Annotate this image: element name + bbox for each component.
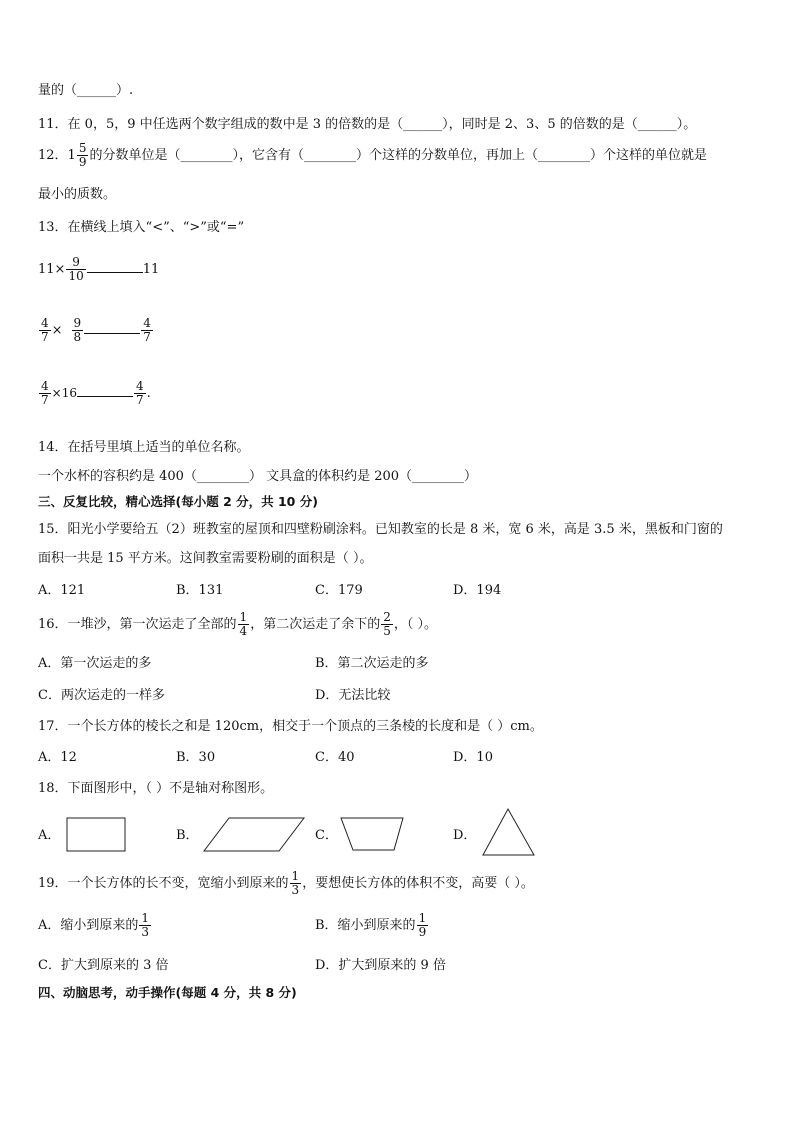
q12-text: 的分数单位是（________），它含有（________）个这样的分数单位，再加上（________）个这样的单位就是: [89, 148, 707, 163]
question-12: [38, 142, 707, 169]
q16-pre: 16．一堆沙，第一次运走了全部的: [38, 617, 237, 632]
q12-frac-num: 5: [78, 141, 87, 155]
q16-frac-2: [381, 611, 393, 638]
question-13-title: 13．在横线上填入“<”、“>”或“=”: [38, 220, 245, 235]
q19-den: 3: [291, 883, 300, 897]
q19-option-d[interactable]: D．扩大到原来的 9 倍: [315, 958, 446, 973]
q18-option-c[interactable]: C．: [315, 828, 338, 843]
e3-n2: 4: [135, 379, 144, 393]
q19-post: ，要想使长方体的体积不变，高要（ ）。: [302, 876, 534, 891]
e2-d3: 7: [143, 330, 151, 344]
q19-b-num: 1: [418, 911, 427, 925]
question-11: 11．在 0，5，9 中任选两个数字组成的数中是 3 的倍数的是（______），同时是 2、3、5 的倍数的是（______）。: [38, 117, 697, 132]
q12-fraction: [77, 142, 89, 169]
e1-den: 10: [68, 269, 84, 283]
question-19: [38, 870, 534, 897]
q19-option-b-fraction: [417, 912, 429, 939]
e3-mid: ×16: [51, 386, 77, 400]
q17-option-b[interactable]: B．30: [176, 750, 216, 765]
q15-option-a[interactable]: A．121: [38, 583, 86, 598]
triangle-icon: [482, 808, 536, 858]
e2-d2: 8: [73, 330, 82, 344]
q13-expr-2: [38, 317, 154, 344]
q19-a-den: 3: [141, 925, 150, 939]
e2-frac-2: [72, 317, 84, 344]
e1-post: 11: [142, 262, 160, 277]
q19-option-b-label: B．缩小到原来的: [315, 918, 416, 933]
e3-d1: 7: [41, 393, 49, 407]
question-15: 15．阳光小学要给五（2）班教室的屋顶和四壁粉刷涂料。已知教室的长是 8 米，宽 6 米，高是 3.5 米，黑板和门窗的: [38, 522, 723, 537]
q18-option-b[interactable]: B．: [176, 828, 199, 843]
e3-d2: 7: [135, 393, 144, 407]
q16-mid: ，第二次运走了余下的: [250, 617, 381, 632]
answer-blank[interactable]: [77, 396, 133, 397]
q19-option-b[interactable]: [315, 912, 429, 939]
q19-a-num: 1: [141, 911, 150, 925]
q16-n2: 2: [383, 610, 391, 624]
q13-expr-1: [38, 256, 159, 283]
q19-option-c[interactable]: C．扩大到原来的 3 倍: [38, 958, 169, 973]
q16-n1: 1: [239, 610, 248, 624]
question-14-title: 14．在括号里填上适当的单位名称。: [38, 440, 250, 455]
q18-option-d[interactable]: D．: [453, 828, 477, 843]
parallelogram-icon: [203, 817, 307, 853]
section-3-title: 三、反复比较，精心选择(每小题 2 分，共 10 分): [38, 494, 318, 509]
e2-n2: 9: [73, 316, 82, 330]
section-4-title: 四、动脑思考，动手操作(每题 4 分，共 8 分): [38, 985, 297, 1000]
e2-n3: 4: [143, 316, 151, 330]
e1-pre: 11×: [38, 262, 66, 277]
q19-option-a[interactable]: [38, 912, 152, 939]
q16-option-d[interactable]: D．无法比较: [315, 688, 391, 703]
q16-option-b[interactable]: B．第二次运走的多: [315, 656, 429, 671]
q19-b-den: 9: [418, 925, 427, 939]
q19-option-a-label: A．缩小到原来的: [38, 918, 139, 933]
question-18: 18．下面图形中，（ ）不是轴对称图形。: [38, 781, 274, 796]
q16-frac-1: [238, 611, 250, 638]
q19-num: 1: [291, 869, 300, 883]
question-12-cont: 最小的质数。: [38, 187, 117, 202]
rectangle-icon: [66, 817, 128, 853]
e2-n1: 4: [41, 316, 49, 330]
answer-blank[interactable]: [84, 333, 140, 334]
q15-option-c[interactable]: C．179: [315, 583, 363, 598]
q19-fraction: [290, 870, 302, 897]
q16-option-c[interactable]: C．两次运走的一样多: [38, 688, 165, 703]
q17-option-a[interactable]: A．12: [38, 750, 77, 765]
q17-option-d[interactable]: D．10: [453, 750, 493, 765]
question-14-text: 一个水杯的容积约是 400（________） 文具盒的体积约是 200（________）: [38, 469, 478, 484]
q12-frac-den: 9: [78, 155, 87, 169]
q15-option-d[interactable]: D．194: [453, 583, 502, 598]
e2-op: ×: [51, 323, 63, 338]
q19-option-a-fraction: [139, 912, 151, 939]
q17-option-c[interactable]: C．40: [315, 750, 355, 765]
e3-end: .: [146, 386, 151, 401]
e3-frac-2: [134, 380, 146, 407]
q16-option-a[interactable]: A．第一次运走的多: [38, 656, 152, 671]
q12-whole: 1: [67, 148, 76, 163]
q16-post: ，（ ）。: [393, 617, 437, 632]
q16-d1: 4: [239, 624, 248, 638]
e2-frac-1: [39, 317, 51, 344]
q13-expr-3: [38, 380, 151, 407]
q12-lead: 12．: [38, 148, 68, 163]
q18-option-a[interactable]: A．: [38, 828, 61, 843]
q15-option-b[interactable]: B．131: [176, 583, 224, 598]
q19-pre: 19．一个长方体的长不变，宽缩小到原来的: [38, 876, 289, 891]
e2-d1: 7: [41, 330, 49, 344]
e3-frac-1: [39, 380, 51, 407]
trapezoid-icon: [340, 817, 406, 853]
question-15-cont: 面积一共是 15 平方米。这间教室需要粉刷的面积是（ ）。: [38, 551, 373, 566]
e1-num: 9: [72, 255, 80, 269]
q16-d2: 5: [383, 624, 391, 638]
e3-n1: 4: [41, 379, 49, 393]
line-top: 量的（______）.: [38, 83, 134, 98]
answer-blank[interactable]: [87, 272, 143, 273]
question-17: 17．一个长方体的棱长之和是 120cm，相交于一个顶点的三条棱的长度和是（ ）cm。: [38, 719, 543, 734]
e1-fraction: [66, 256, 85, 283]
question-16: [38, 611, 437, 638]
e2-frac-3: [141, 317, 153, 344]
